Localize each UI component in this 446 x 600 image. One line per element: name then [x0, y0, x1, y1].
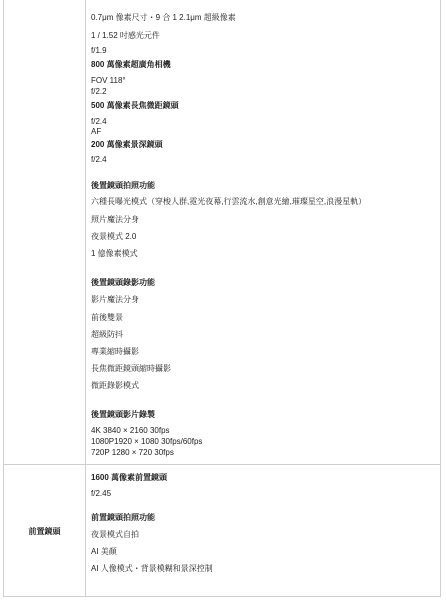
front-camera-title: 1600 萬像素前置鏡頭 [91, 473, 168, 482]
rear-camera-row [3, 0, 441, 465]
video-recording-spec: 4K 3840 × 2160 30fps [91, 426, 170, 435]
rear-photo-feature: 1 億像素模式 [91, 249, 138, 258]
main-sensor-spec: 0.7μm 像素尺寸・9 合 1 2.1μm 超級像素 [91, 13, 236, 22]
depth-aperture: f/2.4 [91, 155, 107, 164]
video-recording-spec: 1080P1920 × 1080 30fps/60fps [91, 437, 203, 446]
telemacro-title: 500 萬像素長焦微距鏡頭 [91, 101, 179, 110]
ultrawide-title: 800 萬像素超廣角相機 [91, 60, 171, 69]
column-divider [85, 0, 86, 464]
telemacro-aperture: f/2.4 [91, 117, 107, 126]
rear-video-feature: 影片魔法分身 [91, 295, 139, 304]
ultrawide-aperture: f/2.2 [91, 87, 107, 96]
front-photo-feature: AI 人像模式・背景模糊和景深控制 [91, 564, 213, 573]
rear-video-feature: 超級防抖 [91, 330, 123, 339]
main-aperture-spec: f/1.9 [91, 46, 107, 55]
rear-video-feature: 微距錄影模式 [91, 381, 139, 390]
front-photo-features-title: 前置鏡頭拍照功能 [91, 513, 155, 522]
front-camera-label: 前置鏡頭 [28, 526, 61, 536]
rear-photo-features-title: 後置鏡頭拍照功能 [91, 181, 155, 190]
rear-photo-feature: 夜景模式 2.0 [91, 232, 137, 241]
spec-table [3, 0, 441, 597]
rear-video-feature: 前後雙景 [91, 313, 123, 322]
rear-photo-feature: 照片魔法分身 [91, 215, 139, 224]
rear-video-features-title: 後置鏡頭錄影功能 [91, 278, 155, 287]
rear-video-feature: 專業縮時攝影 [91, 347, 139, 356]
telemacro-af: AF [91, 127, 102, 136]
rear-video-recording-title: 後置鏡頭影片錄製 [91, 410, 155, 419]
front-camera-row [3, 465, 441, 597]
front-photo-feature: AI 美顏 [91, 547, 117, 556]
ultrawide-fov: FOV 118° [91, 76, 126, 85]
rear-video-feature: 長焦微距鏡頭縮時攝影 [91, 364, 171, 373]
rear-photo-feature: 六種長曝光模式（穿梭人群,霓光夜幕,行雲流水,創意光繪,璀璨星空,浪漫星軌） [91, 197, 367, 206]
column-divider [85, 465, 86, 596]
depth-title: 200 萬像素景深鏡頭 [91, 140, 163, 149]
sensor-size-spec: 1 / 1.52 吋感光元件 [91, 31, 160, 40]
front-photo-feature: 夜景模式自拍 [91, 530, 139, 539]
front-aperture: f/2.45 [91, 489, 112, 498]
video-recording-spec: 720P 1280 × 720 30fps [91, 448, 174, 457]
